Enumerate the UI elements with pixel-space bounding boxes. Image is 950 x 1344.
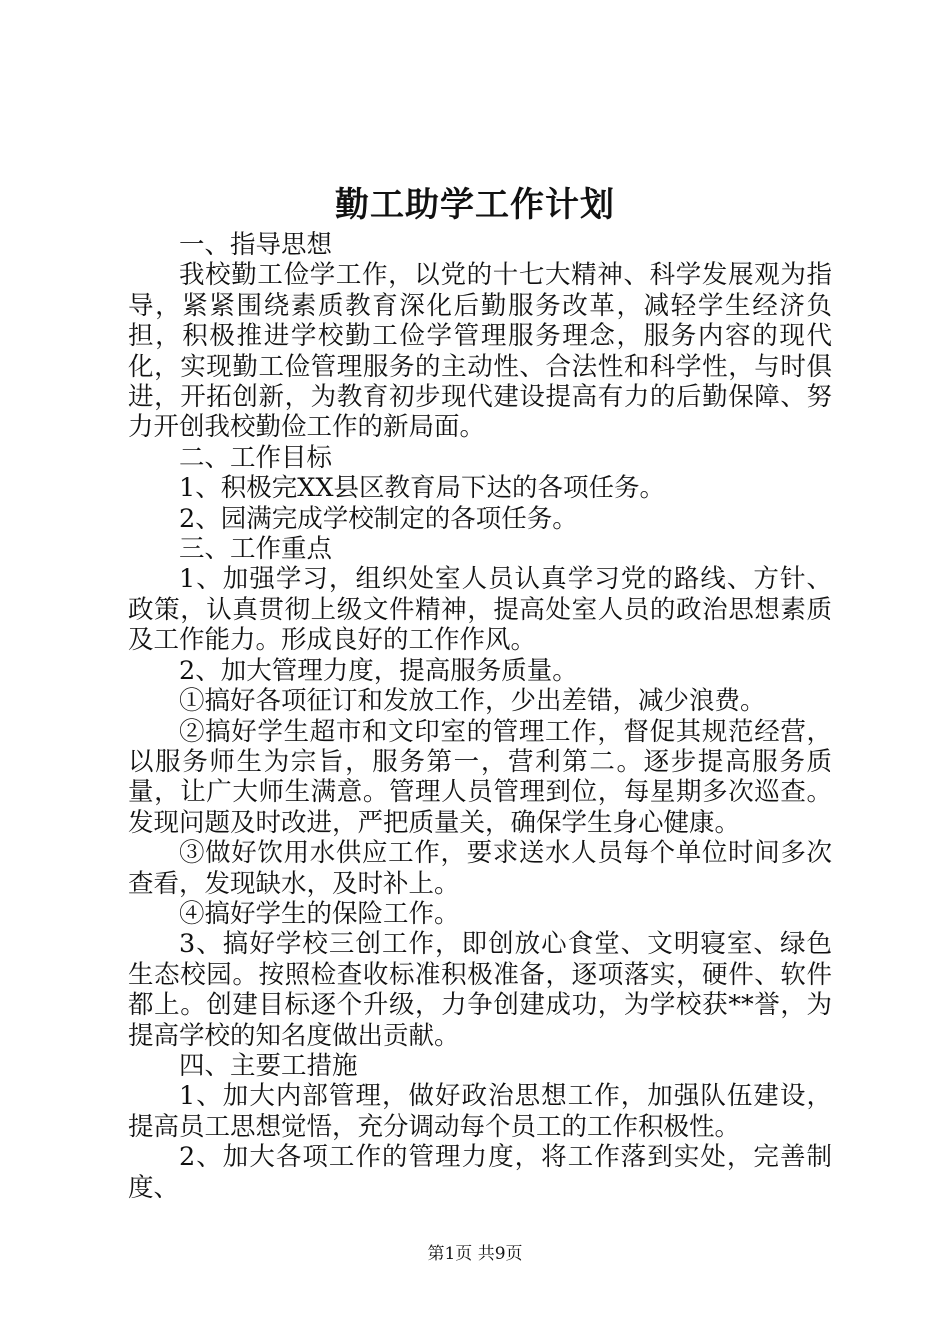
focus-item-3: 3、搞好学校三创工作，即创放心食堂、文明寝室、绿色生态校园。按照检查收标准积极准备，逐项落实，硬件、软件都上。创建目标逐个升级，力争创建成功，为学校获**誉，为提高学校的知名度做出贡献。 xyxy=(128,929,832,1051)
goal-item-1: 1、积极完XX县区教育局下达的各项任务。 xyxy=(179,473,666,504)
section-heading-1: 一、指导思想 xyxy=(179,230,333,260)
focus-subitem-1: ①搞好各项征订和发放工作，少出差错，减少浪费。 xyxy=(179,686,766,717)
focus-subitem-2: ②搞好学生超市和文印室的管理工作，督促其规范经营，以服务师生为宗旨，服务第一，营利第二。逐步提高服务质量，让广大师生满意。管理人员管理到位，每星期多次巡查。发现问题及时改进，严把质量关，确保学生身心健康。 xyxy=(128,716,832,838)
section-heading-4: 四、主要工措施 xyxy=(179,1050,358,1081)
focus-subitem-4: ④搞好学生的保险工作。 xyxy=(179,898,460,929)
document-title: 勤工助学工作计划 xyxy=(335,185,615,225)
paragraph-guiding-ideology: 我校勤工俭学工作，以党的十七大精神、科学发展观为指导，紧紧围绕素质教育深化后勤服务改革，减轻学生经济负担，积极推进学校勤工俭学管理服务理念，服务内容的现代化，实现勤工俭管理服务的主动性、合法性和科学性，与时俱进，开拓创新，为教育初步现代建设提高有力的后勤保障、努力开创我校勤俭工作的新局面。 xyxy=(128,260,832,443)
measure-item-1: 1、加大内部管理，做好政治思想工作，加强队伍建设，提高员工思想觉悟，充分调动每个员工的工作积极性。 xyxy=(128,1081,832,1142)
focus-item-2: 2、加大管理力度，提高服务质量。 xyxy=(179,655,578,686)
measure-item-2: 2、加大各项工作的管理力度，将工作落到实处，完善制度、 xyxy=(128,1142,832,1203)
focus-item-1: 1、加强学习，组织处室人员认真学习党的路线、方针、政策，认真贯彻上级文件精神，提高处室人员的政治思想素质及工作能力。形成良好的工作作风。 xyxy=(128,564,832,656)
section-heading-3: 三、工作重点 xyxy=(179,534,333,565)
goal-item-2: 2、园满完成学校制定的各项任务。 xyxy=(179,503,578,534)
page-footer: 第1页 共9页 xyxy=(427,1244,523,1264)
section-heading-2: 二、工作目标 xyxy=(179,442,333,473)
document-body xyxy=(128,230,832,1203)
focus-subitem-3: ③做好饮用水供应工作，要求送水人员每个单位时间多次查看，发现缺水，及时补上。 xyxy=(128,838,832,899)
